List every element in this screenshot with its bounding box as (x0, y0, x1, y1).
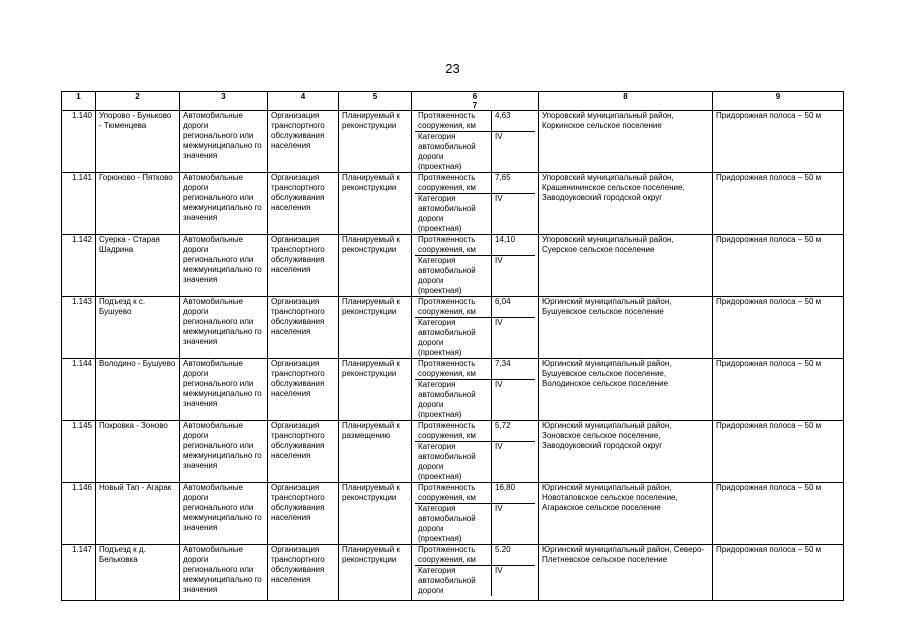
road-status: Планируемый к реконструкции (339, 235, 412, 297)
road-zone: Придорожная полоса – 50 м (713, 421, 844, 483)
metric-category-value: IV (495, 194, 503, 203)
metric-category-row (415, 194, 535, 234)
metrics-cell (412, 297, 539, 359)
header-col-6-7 (412, 92, 539, 111)
table-header-row (62, 92, 844, 111)
metric-category-label: Категория автомобильной дороги (проектная) (415, 194, 492, 234)
metric-length-row (415, 359, 535, 380)
metric-category-value: IV (495, 566, 503, 575)
header-col-6: 6 (472, 92, 478, 101)
road-name: Новый Тап - Агарак (96, 483, 180, 545)
road-purpose: Организация транспортного обслуживания населения (268, 297, 339, 359)
metrics-cell (412, 421, 539, 483)
table-row (62, 173, 844, 235)
road-status: Планируемый к размещению (339, 421, 412, 483)
road-location: Упоровский муниципальный район, Коркинское сельское поселение (539, 111, 713, 173)
metric-length-value: 7,65 (495, 173, 511, 182)
road-type: Автомобильные дороги регионального или межмуниципально го значения (180, 545, 268, 601)
row-id: 1.140 (62, 111, 96, 173)
metric-length-value: 5,72 (495, 421, 511, 430)
road-type: Автомобильные дороги регионального или межмуниципально го значения (180, 359, 268, 421)
metric-length-value: 14,10 (495, 235, 516, 244)
road-name: Суерка - Старая Шадрина (96, 235, 180, 297)
metric-length-label: Протяженность сооружения, км (415, 173, 492, 193)
road-name: Горюново - Пятково (96, 173, 180, 235)
metric-category-row (415, 132, 535, 172)
road-purpose: Организация транспортного обслуживания населения (268, 359, 339, 421)
road-name: Володино - Бушуево (96, 359, 180, 421)
row-id: 1.141 (62, 173, 96, 235)
road-purpose: Организация транспортного обслуживания населения (268, 483, 339, 545)
roads-table (61, 91, 844, 601)
metric-length-row (415, 173, 535, 194)
row-id: 1.144 (62, 359, 96, 421)
road-status: Планируемый к реконструкции (339, 483, 412, 545)
metric-length-label: Протяженность сооружения, км (415, 359, 492, 379)
row-id: 1.142 (62, 235, 96, 297)
road-name: Подъезд к д. Бельковка (96, 545, 180, 601)
row-id: 1.143 (62, 297, 96, 359)
metric-category-row (415, 318, 535, 358)
metric-length-label: Протяженность сооружения, км (415, 235, 492, 255)
metric-category-value: IV (495, 504, 503, 513)
metric-category-label: Категория автомобильной дороги (проектная) (415, 380, 492, 420)
metric-category-label: Категория автомобильной дороги (проектная) (415, 132, 492, 172)
road-name: Покровка - Зоново (96, 421, 180, 483)
header-col-1: 1 (62, 92, 96, 111)
metric-length-row (415, 421, 535, 442)
metric-category-label: Категория автомобильной дороги (проектная) (415, 256, 492, 296)
table-row (62, 297, 844, 359)
road-status: Планируемый к реконструкции (339, 545, 412, 601)
road-location: Юргинский муниципальный район, Бушуевское сельское поселение (539, 297, 713, 359)
metric-length-label: Протяженность сооружения, км (415, 297, 492, 317)
header-col-8: 8 (539, 92, 713, 111)
header-col-9: 9 (713, 92, 844, 111)
row-id: 1.145 (62, 421, 96, 483)
road-location: Юргинский муниципальный район, Северо-Плетневское сельское поселение (539, 545, 713, 601)
road-zone: Придорожная полоса – 50 м (713, 297, 844, 359)
metric-category-row (415, 566, 535, 596)
road-purpose: Организация транспортного обслуживания населения (268, 545, 339, 601)
metric-length-value: 5.20 (495, 545, 511, 554)
road-zone: Придорожная полоса – 50 м (713, 545, 844, 601)
row-id: 1.146 (62, 483, 96, 545)
table-row (62, 421, 844, 483)
metric-category-row (415, 380, 535, 420)
metric-length-value: 16,80 (495, 483, 516, 492)
header-col-2: 2 (96, 92, 180, 111)
road-name: Подъезд к с. Бушуево (96, 297, 180, 359)
road-zone: Придорожная полоса – 50 м (713, 235, 844, 297)
road-purpose: Организация транспортного обслуживания населения (268, 235, 339, 297)
table-row (62, 483, 844, 545)
metric-category-value: IV (495, 318, 503, 327)
road-purpose: Организация транспортного обслуживания населения (268, 173, 339, 235)
header-col-5: 5 (339, 92, 412, 111)
metric-length-row (415, 483, 535, 504)
metric-category-label: Категория автомобильной дороги (415, 566, 492, 596)
metric-category-value: IV (495, 132, 503, 141)
road-zone: Придорожная полоса – 50 м (713, 111, 844, 173)
road-location: Юргинский муниципальный район, Новотаповское сельское поселение, Агаракское сельское поселение (539, 483, 713, 545)
road-location: Упоровский муниципальный район, Крашенининское сельское поселение, Заводоуковский городской округ (539, 173, 713, 235)
metrics-cell (412, 359, 539, 421)
metrics-cell (412, 545, 539, 601)
road-status: Планируемый к реконструкции (339, 111, 412, 173)
metric-category-label: Категория автомобильной дороги (проектная) (415, 504, 492, 544)
table-row (62, 235, 844, 297)
metric-category-value: IV (495, 442, 503, 451)
metric-category-row (415, 442, 535, 482)
road-status: Планируемый к реконструкции (339, 173, 412, 235)
metrics-cell (412, 483, 539, 545)
metrics-cell (412, 173, 539, 235)
page-number: 23 (445, 61, 460, 76)
metric-length-row (415, 111, 535, 132)
road-type: Автомобильные дороги регионального или межмуниципально го значения (180, 483, 268, 545)
metric-length-row (415, 297, 535, 318)
metric-length-label: Протяженность сооружения, км (415, 545, 492, 565)
metric-category-label: Категория автомобильной дороги (проектная) (415, 318, 492, 358)
metric-category-value: IV (495, 380, 503, 389)
table-row (62, 545, 844, 601)
road-zone: Придорожная полоса – 50 м (713, 483, 844, 545)
row-id: 1.147 (62, 545, 96, 601)
header-col-7: 7 (472, 101, 478, 110)
header-col-3: 3 (180, 92, 268, 111)
metric-length-value: 6,04 (495, 297, 511, 306)
metrics-cell (412, 111, 539, 173)
road-type: Автомобильные дороги регионального или межмуниципально го значения (180, 297, 268, 359)
road-zone: Придорожная полоса – 50 м (713, 173, 844, 235)
metric-length-label: Протяженность сооружения, км (415, 111, 492, 131)
metric-category-row (415, 256, 535, 296)
road-location: Юргинский муниципальный район, Бушуевское сельское поселение, Володинское сельское поселение (539, 359, 713, 421)
road-type: Автомобильные дороги регионального или межмуниципально го значения (180, 173, 268, 235)
metric-category-value: IV (495, 256, 503, 265)
header-col-4: 4 (268, 92, 339, 111)
table-row (62, 359, 844, 421)
road-status: Планируемый к реконструкции (339, 359, 412, 421)
road-type: Автомобильные дороги регионального или межмуниципально го значения (180, 421, 268, 483)
road-location: Упоровский муниципальный район, Суерское сельское поселение (539, 235, 713, 297)
metrics-cell (412, 235, 539, 297)
road-status: Планируемый к реконструкции (339, 297, 412, 359)
metric-length-row (415, 235, 535, 256)
road-type: Автомобильные дороги регионального или межмуниципально го значения (180, 235, 268, 297)
metric-length-label: Протяженность сооружения, км (415, 483, 492, 503)
table-row (62, 111, 844, 173)
road-name: Упорово - Бунькoво - Тюменцева (96, 111, 180, 173)
road-purpose: Организация транспортного обслуживания населения (268, 421, 339, 483)
metric-length-value: 4,63 (495, 111, 511, 120)
metric-length-row (415, 545, 535, 566)
road-type: Автомобильные дороги регионального или межмуниципально го значения (180, 111, 268, 173)
road-location: Юргинский муниципальный район, Зоновское сельское поселение, Заводоуковский городской округ (539, 421, 713, 483)
road-zone: Придорожная полоса – 50 м (713, 359, 844, 421)
metric-length-value: 7,34 (495, 359, 511, 368)
metric-category-label: Категория автомобильной дороги (проектная) (415, 442, 492, 482)
road-purpose: Организация транспортного обслуживания населения (268, 111, 339, 173)
metric-length-label: Протяженность сооружения, км (415, 421, 492, 441)
metric-category-row (415, 504, 535, 544)
